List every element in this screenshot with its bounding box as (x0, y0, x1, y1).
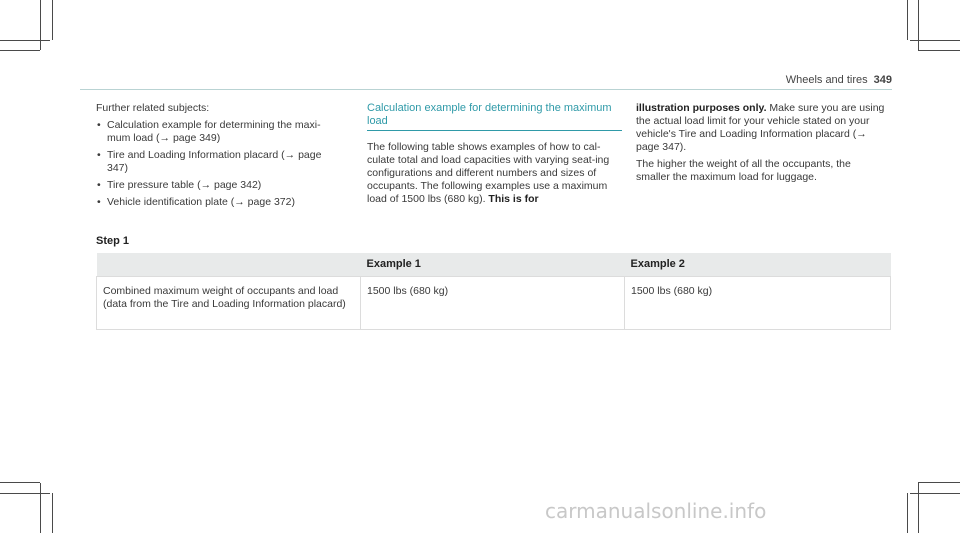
continuation-column (636, 102, 886, 188)
page-number: 349 (873, 74, 892, 86)
table-cell: 1500 lbs (680 kg) (361, 277, 625, 330)
arrow-icon: → (284, 149, 296, 161)
section-title: Wheels and tires (785, 74, 868, 86)
crop-mark (907, 0, 908, 40)
list-item[interactable]: • Tire and Loading Information placard (→ page 347) (97, 149, 322, 174)
table-cell: Combined maximum weight of occupants and load (data from the Tire and Loading Information placard) (97, 277, 361, 330)
table-row (97, 277, 891, 330)
crop-mark (52, 493, 53, 533)
list-item[interactable]: • Tire pressure table (→ page 342) (97, 179, 262, 191)
body-emphasis: illustration purposes only. (636, 102, 767, 114)
related-subjects-list (96, 119, 338, 209)
crop-mark (910, 493, 960, 494)
table-header-cell: Example 1 (361, 253, 625, 277)
crop-mark (0, 40, 50, 41)
body-paragraph: The following table shows examples of how to cal-culate total and load capacities with varying seat-ing configurations and different numbers and sizes of occupants. The following examples use a maximum load of 1500 lbs (680 kg). This is for (367, 141, 610, 205)
table-header-cell (97, 253, 361, 277)
table-cell: 1500 lbs (680 kg) (625, 277, 891, 330)
table-header-cell: Example 2 (625, 253, 891, 277)
crop-mark (918, 482, 960, 483)
crop-mark (918, 0, 919, 50)
related-subjects-heading: Further related subjects: (96, 102, 210, 114)
crop-mark (918, 483, 919, 533)
page-reference-link[interactable]: page 349) (172, 132, 221, 144)
related-subjects-column (96, 102, 338, 213)
bullet-icon: • (97, 179, 101, 191)
calculation-example-column (367, 102, 622, 210)
crop-mark (40, 0, 41, 50)
table-header-row (97, 253, 891, 277)
crop-mark (40, 483, 41, 533)
body-emphasis: This is for (488, 193, 539, 205)
list-item[interactable]: • Vehicle identification plate (→ page 372) (97, 196, 295, 208)
crop-mark (52, 0, 53, 40)
body-paragraph: The higher the weight of all the occupants, the smaller the maximum load for luggage. (636, 158, 851, 183)
step-heading: Step 1 (96, 235, 130, 247)
bullet-icon: • (97, 196, 101, 208)
crop-mark (910, 40, 960, 41)
page-reference-link[interactable]: page 372) (247, 196, 295, 208)
header-divider (80, 89, 892, 90)
arrow-icon: → (856, 128, 867, 140)
arrow-icon: → (234, 196, 245, 208)
crop-mark (0, 50, 40, 51)
crop-mark (0, 493, 50, 494)
crop-mark (907, 493, 908, 533)
list-item[interactable]: • Calculation example for determining the maxi-mum load (→ page 349) (97, 119, 321, 144)
bullet-icon: • (97, 119, 101, 131)
page-reference-link[interactable]: page 347). (636, 141, 687, 153)
page-reference-link[interactable]: page 347) (107, 149, 322, 174)
body-paragraph: illustration purposes only. Make sure you are using the actual load limit for your vehicle stated on your vehicle's Tire and Loading Information placard (→ page 347). (636, 102, 885, 153)
page-reference-link[interactable]: page 342) (213, 179, 262, 191)
bullet-icon: • (97, 149, 101, 161)
load-example-table (96, 253, 891, 330)
section-subheading: Calculation example for determining the maximum load (367, 102, 622, 131)
crop-mark (0, 482, 40, 483)
running-header (786, 74, 892, 87)
arrow-icon: → (200, 179, 212, 191)
watermark: carmanualsonline.info (545, 499, 767, 523)
arrow-icon: → (159, 132, 171, 144)
crop-mark (918, 50, 960, 51)
